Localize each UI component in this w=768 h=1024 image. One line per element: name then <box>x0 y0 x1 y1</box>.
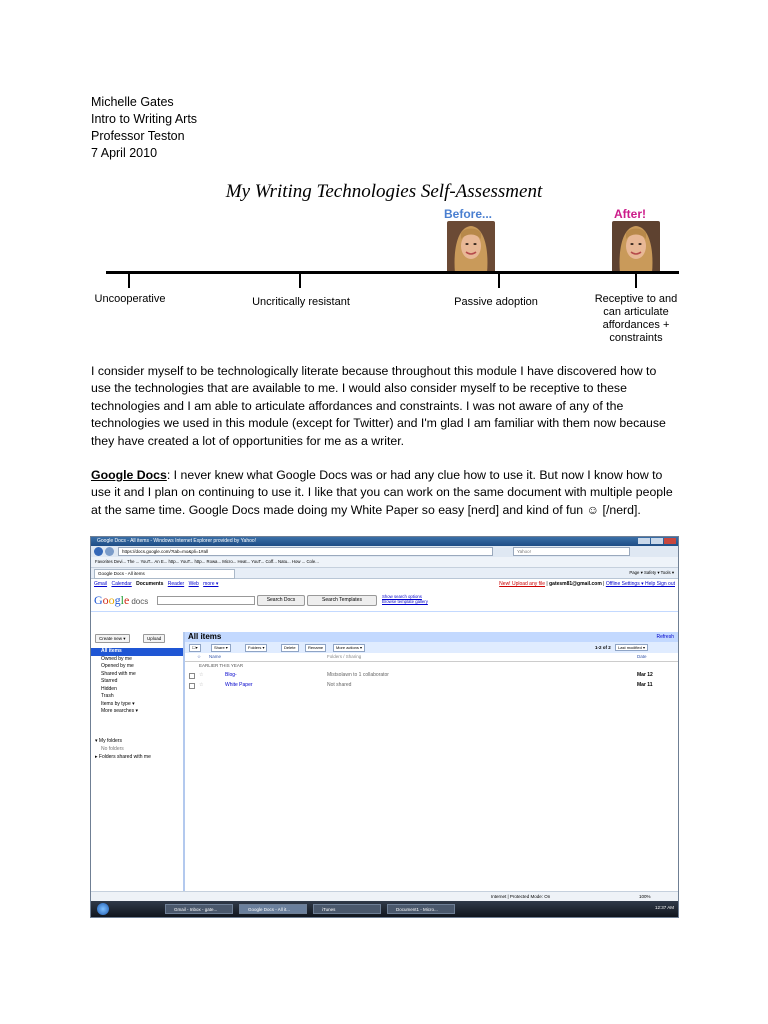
select-checkbox-menu[interactable]: ☐▾ <box>189 644 201 652</box>
doc-sharing: Not shared <box>327 682 352 688</box>
google-docs-screenshot <box>90 536 679 918</box>
search-input[interactable]: Yahoo! <box>513 547 630 556</box>
professor-name: Professor Teston <box>91 129 185 143</box>
after-label: After! <box>614 207 646 221</box>
course-name: Intro to Writing Arts <box>91 112 198 126</box>
row-checkbox[interactable] <box>189 683 195 689</box>
timeline-tick <box>635 274 637 288</box>
favorites-bar[interactable]: Favorites Devi... The ... YouT... An E... http... YouT... http... Rowa... Micro... Heat... YouT... Coff... Natu... How ... Cole... <box>91 557 678 568</box>
table-row[interactable] <box>185 670 678 680</box>
after-photo <box>612 221 660 273</box>
star-icon[interactable]: ☆ <box>199 682 204 688</box>
sharing-column-header: Folders / Sharing <box>327 654 362 659</box>
doc-name[interactable]: White Paper <box>225 682 253 688</box>
tab-google-docs[interactable]: Google Docs - All items <box>94 569 235 579</box>
folders-shared-toggle[interactable]: ▸ Folders shared with me <box>95 754 151 760</box>
self-assessment-timeline <box>94 205 686 355</box>
nav-item-all-items[interactable]: All items <box>91 648 183 656</box>
star-icon[interactable]: ☆ <box>199 672 204 678</box>
address-bar-row <box>91 546 678 557</box>
gbar-link[interactable]: Calendar <box>111 581 132 587</box>
column-headers <box>185 653 678 662</box>
docs-sidebar <box>91 632 185 891</box>
search-docs-button[interactable]: Search Docs <box>257 595 305 606</box>
folders-section <box>95 737 151 761</box>
settings-links[interactable]: Offline Settings ▾ Help Sign out <box>605 581 675 587</box>
timeline-point-label: Uncooperative <box>94 293 166 305</box>
minimize-icon[interactable] <box>638 538 650 544</box>
gbar-link[interactable]: Gmail <box>94 581 108 587</box>
delete-button[interactable]: Delete <box>281 644 299 652</box>
gbar-current: Documents <box>136 581 164 587</box>
timeline-point-label: Passive adoption <box>454 296 538 308</box>
page-title: My Writing Technologies Self-Assessment <box>225 181 543 202</box>
window-titlebar <box>91 537 678 546</box>
timeline-tick <box>128 274 130 288</box>
refresh-link[interactable]: Refresh <box>656 634 674 640</box>
search-templates-button[interactable]: Search Templates <box>307 595 377 606</box>
share-button[interactable]: Share ▾ <box>211 644 231 652</box>
taskbar-item-active[interactable]: Google Docs - All it... <box>239 904 307 914</box>
zoom-level[interactable]: 100% <box>639 894 651 899</box>
account-email: gatesm81@gmail.com <box>549 581 602 587</box>
table-row[interactable] <box>185 680 678 690</box>
google-bar <box>91 579 678 589</box>
window-title: Google Docs - All items - Windows Internet Explorer provided by Yahoo! <box>97 538 257 544</box>
before-photo <box>447 221 495 273</box>
main-heading <box>185 632 678 642</box>
upload-any-file-link[interactable]: New! Upload any file <box>499 581 546 587</box>
doc-date: Mar 12 <box>637 672 653 678</box>
sort-select[interactable]: Last modified ▾ <box>615 644 648 651</box>
main-title: All items <box>188 632 222 641</box>
create-new-button[interactable]: Create new ▾ <box>95 634 130 643</box>
search-links <box>382 594 428 604</box>
timeline-point-label: Receptive to and can articulate affordances + constraints <box>594 293 678 344</box>
window-controls <box>637 538 676 548</box>
header-block <box>91 94 197 162</box>
timeline-tick <box>299 274 301 288</box>
nav-item[interactable]: Owned by me <box>101 655 132 662</box>
docs-nav <box>91 648 183 716</box>
docs-toolbar <box>185 642 678 653</box>
nav-item[interactable]: Hidden <box>101 685 117 692</box>
maximize-icon[interactable] <box>651 538 663 544</box>
gbar-link[interactable]: Reader <box>167 581 185 587</box>
start-button-icon[interactable] <box>97 903 109 915</box>
doc-date: Mar 11 <box>637 682 653 688</box>
doc-name[interactable]: Blog- <box>225 672 237 678</box>
pager <box>595 644 648 651</box>
google-docs-paragraph <box>91 467 677 519</box>
tab-bar <box>91 568 678 579</box>
taskbar-item[interactable]: iTunes <box>313 904 381 914</box>
row-checkbox[interactable] <box>189 673 195 679</box>
browser-status-bar <box>91 891 678 901</box>
google-docs-logo: Google docs <box>94 593 149 607</box>
star-column-icon: ☆ <box>197 654 202 659</box>
taskbar-item[interactable]: Document1 - Micro... <box>387 904 455 914</box>
timeline-tick <box>498 274 500 288</box>
nav-item[interactable]: Starred <box>101 678 118 684</box>
before-label: Before... <box>444 207 493 221</box>
url-input[interactable]: https://docs.google.com/?tab=mo&pli=1#all <box>118 547 493 556</box>
back-icon[interactable] <box>94 547 103 556</box>
account-links: New! Upload any file | gatesm81@gmail.com | Offline Settings ▾ Help Sign out <box>499 581 675 587</box>
docs-main <box>185 632 678 891</box>
browse-template-gallery-link[interactable]: Browse template gallery <box>382 599 428 604</box>
forward-icon[interactable] <box>105 547 114 556</box>
nav-item[interactable]: More searches ▾ <box>101 708 138 714</box>
author-name: Michelle Gates <box>91 95 174 109</box>
date-column-header[interactable]: Date <box>637 654 647 659</box>
no-folders-text: No folders <box>101 746 124 752</box>
nav-item[interactable]: Shared with me <box>101 670 136 677</box>
doc-sharing: Mistsolawn to 1 collaborator <box>327 672 389 678</box>
document-date: 7 April 2010 <box>91 146 158 160</box>
nav-item[interactable]: Trash <box>101 693 114 699</box>
nav-item[interactable]: Items by type ▾ <box>101 700 135 707</box>
group-label: EARLIER THIS YEAR <box>199 663 244 668</box>
gbar-link[interactable]: Web <box>188 581 199 587</box>
rename-button[interactable]: Rename <box>305 644 326 652</box>
nav-item[interactable]: Opened by me <box>101 663 134 669</box>
gbar-link[interactable]: more ▾ <box>203 581 219 587</box>
show-search-options-link[interactable]: Show search options <box>382 594 422 599</box>
google-docs-text: : I never knew what Google Docs was or had any clue how to use it. But now I know how to use it and I plan on continuing to use it. I like that you can work on the same document with multiple people at the same time. Google Docs made doing my White Paper so easy [nerd] and kind of fun ☺ [/nerd]. <box>91 468 673 517</box>
upload-button[interactable]: Upload <box>143 634 165 643</box>
windows-taskbar <box>91 901 678 917</box>
name-column-header[interactable]: Name <box>209 654 222 659</box>
timeline-point-label: Uncritically resistant <box>252 296 350 308</box>
docs-search-input[interactable] <box>157 596 255 605</box>
pager-count: 1-2 of 2 <box>595 645 611 650</box>
command-bar[interactable]: Page ▾ Safety ▾ Tools ▾ <box>629 570 674 575</box>
timeline-axis <box>106 271 679 274</box>
intro-paragraph: I consider myself to be technologically literate because throughout this module I have discovered how to use the technologies that are available to me. I would also consider myself to be receptive to these technologies and I am able to articulate affordances and constraints. I was not aware of any of the technologies we used in this module (except for Twitter) and I'm glad I am familiar with them now because they have created a lot of opportunities for me as a writer. <box>91 364 666 448</box>
more-actions-button[interactable]: More actions ▾ <box>333 644 365 652</box>
taskbar-item[interactable]: Gmail - Inbox - gate... <box>165 904 233 914</box>
google-docs-heading: Google Docs <box>91 468 167 482</box>
folders-button[interactable]: Folders ▾ <box>245 644 267 652</box>
docs-header <box>91 589 678 612</box>
security-status: Internet | Protected Mode: On <box>491 894 551 899</box>
taskbar-clock: 12:37 AM <box>654 905 674 910</box>
my-folders-toggle[interactable]: ▾ My folders <box>95 738 122 744</box>
close-icon[interactable] <box>664 538 676 544</box>
